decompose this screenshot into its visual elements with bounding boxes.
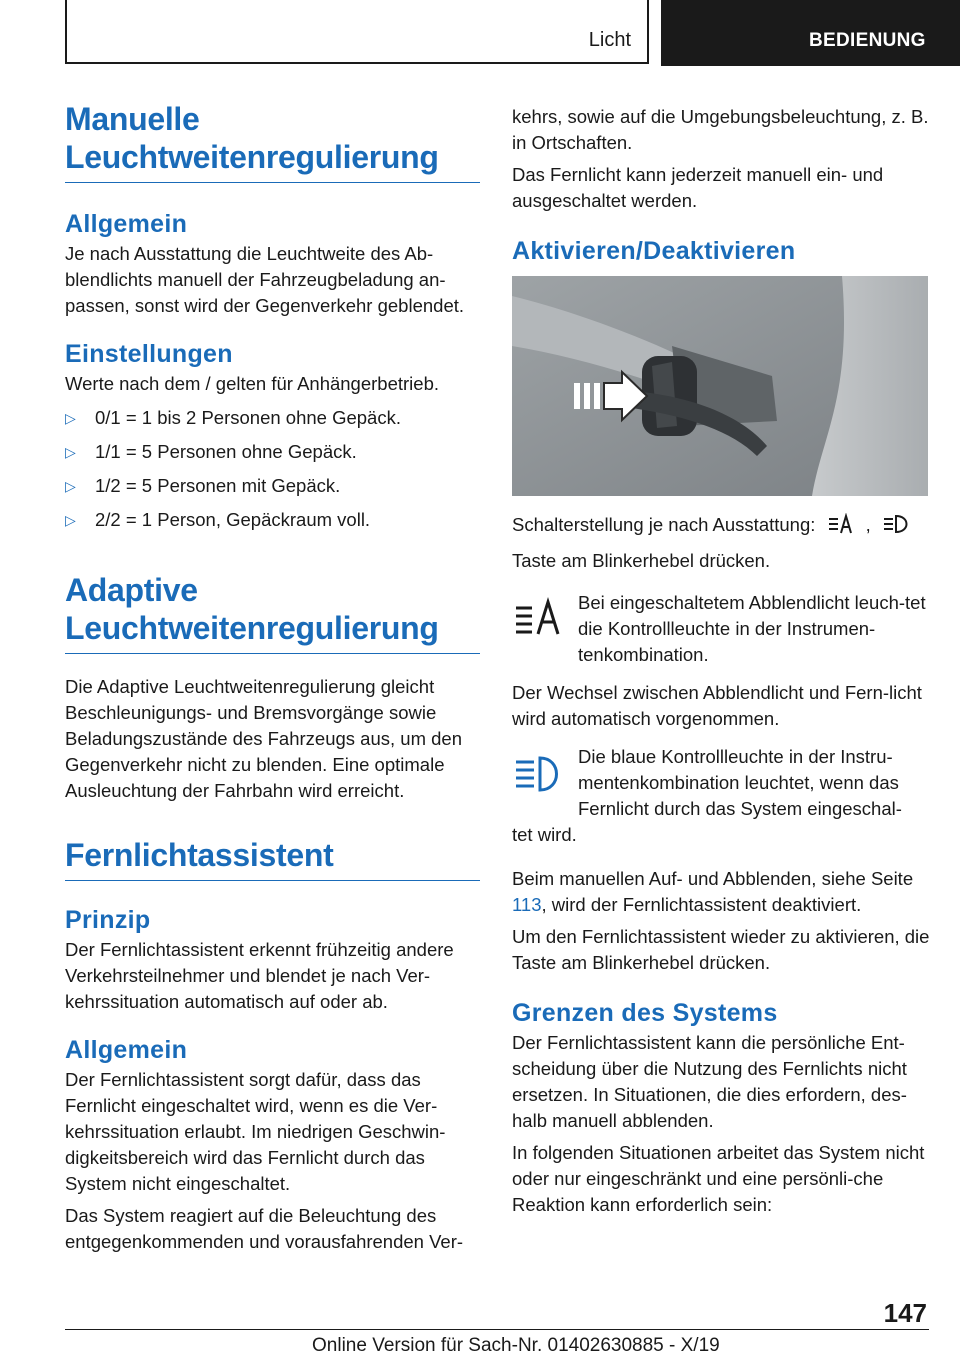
turn-signal-lever-photo	[512, 276, 928, 496]
paragraph-blue-indicator: Die blaue Kontrollleuchte in der Instru-mentenkombination leuchtet, wenn das Fernlicht durch das System eingeschal-	[578, 746, 902, 819]
right-column	[512, 100, 930, 1218]
header-section-title: Licht	[588, 29, 631, 51]
heading-manual-range: Manuelle Leuchtweitenregulierung	[65, 101, 439, 175]
settings-list	[65, 405, 480, 533]
paragraph-allgemein-2: Der Fernlichtassistent sorgt dafür, dass das Fernlicht eingeschaltet wird, wenn es die Ver-kehrssituation erlaubt. Im niedrigen Geschwin-digkeitsbereich wird das Fernlicht durch das System nicht eingeschaltet.	[65, 1069, 446, 1194]
heading-allgemein-1: Allgemein	[65, 210, 188, 238]
heading-grenzen: Grenzen des Systems	[512, 999, 778, 1027]
page-link[interactable]: 113	[512, 894, 542, 915]
header-chapter-tab	[661, 0, 960, 66]
paragraph-einstellungen: Werte nach dem / gelten für Anhängerbetrieb.	[65, 373, 440, 394]
paragraph-folgenden: In folgenden Situationen arbeitet das System nicht oder nur eingeschränkt und eine persönli-che Reaktion kann erforderlich sein:	[512, 1142, 925, 1215]
triangle-right-icon: ▷	[65, 444, 76, 460]
heading-allgemein-2: Allgemein	[65, 1036, 188, 1064]
footer-online-version: Online Version für Sach-Nr. 01402630885 - X/19	[312, 1335, 720, 1356]
heading-aktivieren: Aktivieren/Deaktivieren	[512, 237, 796, 265]
indicator-row-low-beam	[512, 590, 930, 668]
paragraph-taste: Taste am Blinkerhebel drücken.	[512, 550, 771, 571]
paragraph-schalterstellung: Schalterstellung je nach Ausstattung: ,	[512, 512, 930, 542]
list-item: ▷ 1/2 = 5 Personen mit Gepäck.	[65, 473, 480, 499]
heading-fernlichtassistent: Fernlichtassistent	[65, 837, 334, 873]
high-beam-assist-auto-icon	[512, 592, 564, 645]
paragraph-adaptive: Die Adaptive Leuchtweitenregulierung gleicht Beschleunigungs- und Bremsvorgänge sowie Beladungszustände des Fahrzeugs aus, um den Gegenverkehr nicht zu blenden. Eine optimale Ausleuchtung der Fahrbahn wird erreicht.	[65, 676, 462, 801]
heading-rule	[65, 653, 480, 654]
high-beam-assist-auto-icon	[827, 513, 855, 542]
paragraph-allgemein-1: Je nach Ausstattung die Leuchtweite des Ab-blendlichts manuell der Fahrzeugbeladung an-passen, sonst wird der Gegenverkehr geblendet.	[65, 243, 465, 316]
paragraph-wechsel: Der Wechsel zwischen Abblendlicht und Fern-licht wird automatisch vorgenommen.	[512, 682, 922, 729]
high-beam-icon	[512, 746, 564, 799]
paragraph-grenzen: Der Fernlichtassistent kann die persönliche Ent-scheidung über die Nutzung des Fernlichts nicht ersetzen. In Situationen, die dies erfordern, des-halb manuell abblenden.	[512, 1032, 907, 1131]
heading-adaptive-range: Adaptive Leuchtweitenregulierung	[65, 572, 439, 646]
paragraph-fernlicht-manuell: Das Fernlicht kann jederzeit manuell ein- und ausgeschaltet werden.	[512, 164, 884, 211]
triangle-right-icon: ▷	[65, 478, 76, 494]
paragraph-blue-indicator-cont: tet wird.	[512, 824, 577, 845]
heading-einstellungen: Einstellungen	[65, 340, 233, 368]
indicator-row-high-beam	[512, 744, 930, 822]
paragraph-reagiert: Das System reagiert auf die Beleuchtung des entgegenkommenden und vorausfahrenden Ver-	[65, 1205, 464, 1252]
list-item: ▷ 2/2 = 1 Person, Gepäckraum voll.	[65, 507, 480, 533]
heading-rule	[65, 182, 480, 183]
paragraph-continued: kehrs, sowie auf die Umgebungsbeleuchtung, z. B. in Ortschaften.	[512, 106, 929, 153]
heading-rule	[65, 880, 480, 881]
lever-illustration	[512, 276, 928, 496]
list-item: ▷ 1/1 = 5 Personen ohne Gepäck.	[65, 439, 480, 465]
left-column	[65, 100, 480, 1255]
footer-rule	[65, 1329, 929, 1330]
paragraph-abblendlicht-indicator: Bei eingeschaltetem Abblendlicht leuch-tet die Kontrollleuchte in der Instrumen-tenkombination.	[578, 592, 926, 665]
high-beam-assist-icon	[882, 513, 910, 542]
header-section-box	[65, 0, 649, 64]
heading-prinzip: Prinzip	[65, 906, 151, 934]
header-chapter-title: BEDIENUNG	[809, 30, 926, 51]
paragraph-wieder: Um den Fernlichtassistent wieder zu aktivieren, die Taste am Blinkerhebel drücken.	[512, 926, 930, 973]
list-item: ▷ 0/1 = 1 bis 2 Personen ohne Gepäck.	[65, 405, 480, 431]
page-number: 147	[883, 1298, 927, 1328]
paragraph-manuell: Beim manuellen Auf- und Abblenden, siehe Seite 113, wird der Fernlichtassistent deaktiviert.	[512, 868, 914, 915]
triangle-right-icon: ▷	[65, 410, 76, 426]
triangle-right-icon: ▷	[65, 512, 76, 528]
paragraph-prinzip: Der Fernlichtassistent erkennt frühzeitig andere Verkehrsteilnehmer und blendet je nach Ver-kehrssituation automatisch auf oder ab.	[65, 939, 454, 1012]
